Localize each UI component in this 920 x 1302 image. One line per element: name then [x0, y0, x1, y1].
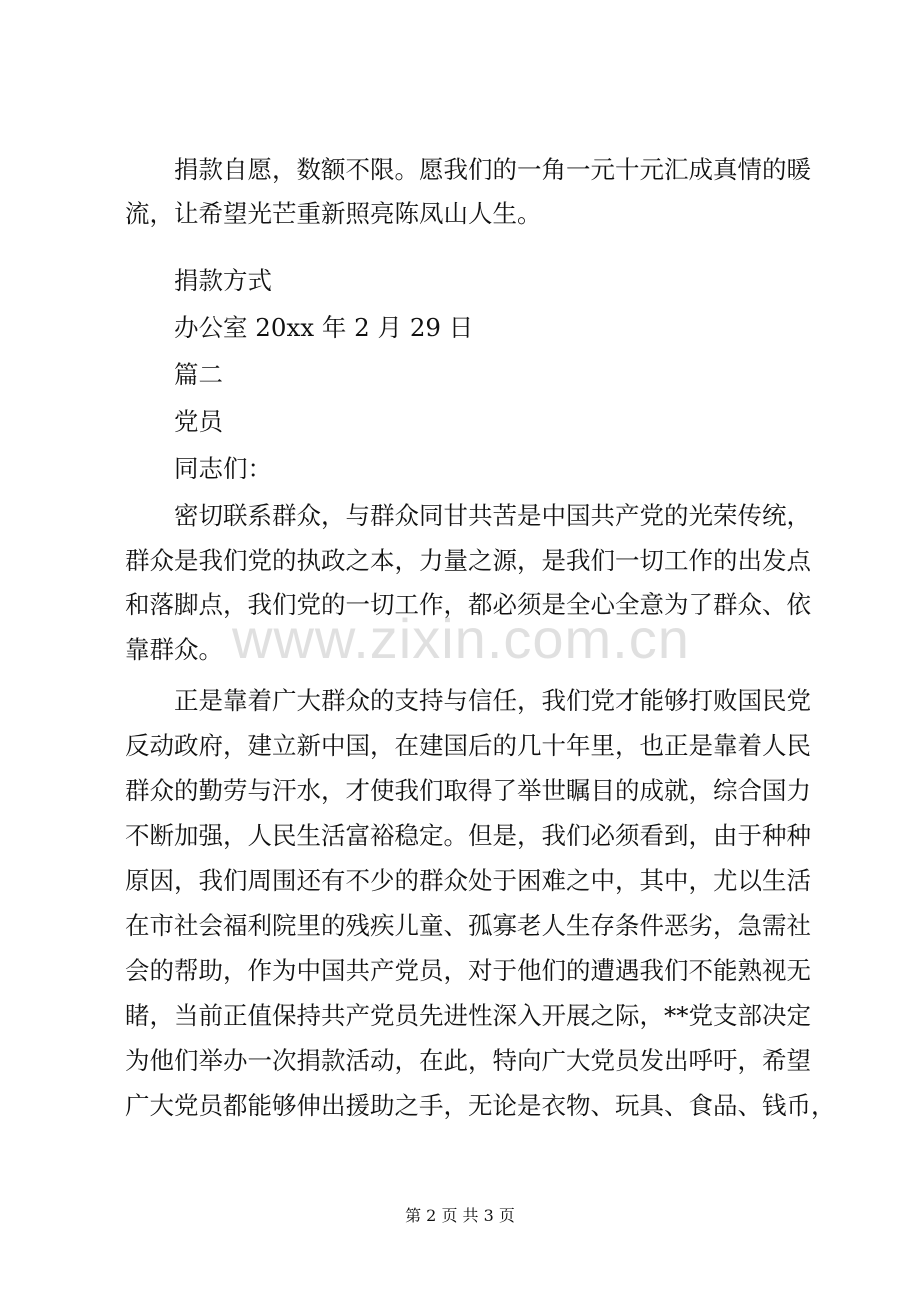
text-line: 不断加强，人民生活富裕稳定。但是，我们必须看到，由于种种	[125, 821, 811, 850]
text-line: 为他们举办一次捐款活动，在此，特向广大党员发出呼吁，希望	[125, 1046, 811, 1075]
text-line: 密切联系群众，与群众同甘共苦是中国共产党的光荣传统，	[125, 501, 811, 530]
text-line: 会的帮助，作为中国共产党员，对于他们的遭遇我们不能熟视无	[125, 956, 811, 985]
text-line: 正是靠着广大群众的支持与信任，我们党才能够打败国民党	[125, 686, 811, 715]
text-line: 原因，我们周围还有不少的群众处于困难之中，其中，尤以生活	[125, 866, 811, 895]
text-line: 和落脚点，我们党的一切工作，都必须是全心全意为了群众、依	[125, 590, 811, 619]
watermark: www.zixin.com.cn	[232, 607, 690, 670]
text-line: 群众的勤劳与汗水，才使我们取得了举世瞩目的成就，综合国力	[125, 776, 811, 805]
page-footer: 第 2 页 共 3 页	[405, 1206, 515, 1225]
text-line: 捐款方式	[125, 266, 272, 295]
text-line: 广大党员都能够伸出援助之手，无论是衣物、玩具、食品、钱币，	[125, 1091, 836, 1120]
text-line: 同志们：	[125, 454, 272, 483]
text-line: 靠群众。	[125, 635, 223, 664]
text-line: 反动政府，建立新中国，在建国后的几十年里，也正是靠着人民	[125, 731, 811, 760]
text-line: 篇二	[125, 360, 223, 389]
text-line: 在市社会福利院里的残疾儿童、孤寡老人生存条件恶劣，急需社	[125, 911, 811, 940]
text-line: 捐款自愿，数额不限。愿我们的一角一元十元汇成真情的暖	[125, 155, 811, 184]
text-line: 睹，当前正值保持共产党员先进性深入开展之际，**党支部决定	[125, 1001, 811, 1030]
text-line: 办公室 20xx 年 2 月 29 日	[125, 313, 474, 342]
text-line: 流，让希望光芒重新照亮陈凤山人生。	[125, 199, 542, 228]
text-line: 群众是我们党的执政之本，力量之源，是我们一切工作的出发点	[125, 546, 811, 575]
text-line: 党员	[125, 407, 223, 436]
